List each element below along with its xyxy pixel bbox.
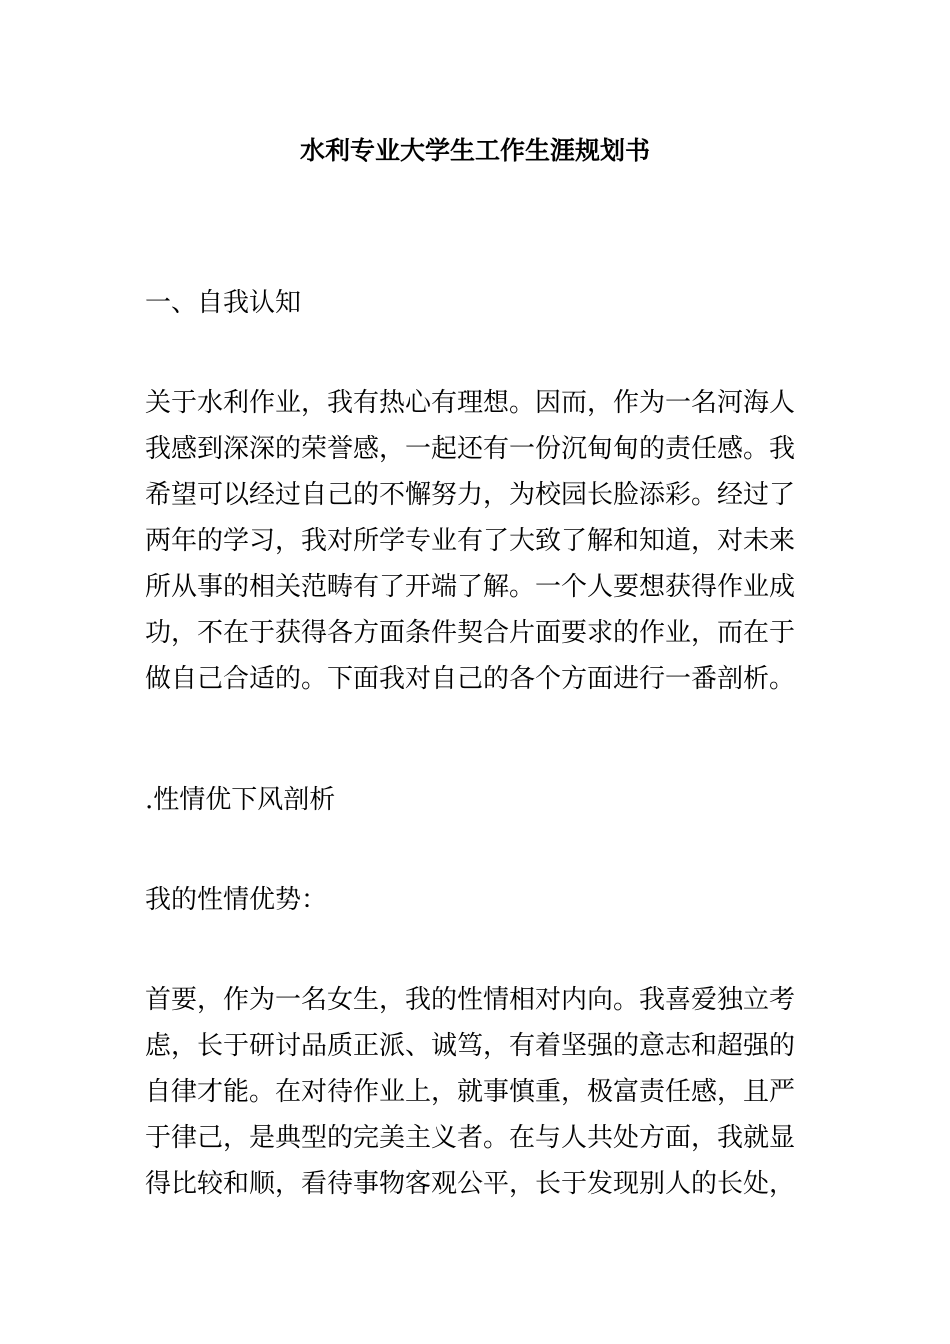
advantage-label bbox=[145, 877, 807, 923]
paragraph-line: 做自己合适的。下面我对自己的各个方面进行一番剖析。 bbox=[145, 664, 796, 694]
paragraph-line: 两年的学习，我对所学专业有了大致了解和知道，对未来 bbox=[145, 526, 796, 556]
paragraph-line: 我感到深深的荣誉感，一起还有一份沉甸甸的责任感。我 bbox=[145, 434, 796, 464]
paragraph-line: 虑，长于研讨品质正派、诚笃，有着坚强的意志和超强的 bbox=[145, 1031, 796, 1061]
self-awareness-paragraph bbox=[145, 380, 807, 702]
paragraph-line: 功，不在于获得各方面条件契合片面要求的作业，而在于 bbox=[145, 618, 796, 648]
section-heading bbox=[145, 280, 807, 326]
advantage-label-text: 我的性情优势： bbox=[145, 885, 328, 915]
document-title: 水利专业大学生工作生涯规划书 bbox=[299, 136, 650, 165]
paragraph-line: 得比较和顺，看待事物客观公平，长于发现别人的长处， bbox=[145, 1169, 796, 1199]
paragraph-line: 于律己，是典型的完美主义者。在与人共处方面，我就显 bbox=[145, 1123, 796, 1153]
paragraph-line: 希望可以经过自己的不懈努力，为校园长脸添彩。经过了 bbox=[145, 480, 796, 510]
personality-paragraph bbox=[145, 977, 807, 1207]
subheading-text: .性情优下风剖析 bbox=[145, 785, 336, 815]
subheading bbox=[145, 777, 807, 823]
section-heading-text: 一、自我认知 bbox=[145, 288, 302, 318]
paragraph-line: 所从事的相关范畴有了开端了解。一个人要想获得作业成 bbox=[145, 572, 796, 602]
paragraph-line: 关于水利作业，我有热心有理想。因而，作为一名河海人 bbox=[145, 388, 796, 418]
paragraph-line: 自律才能。在对待作业上，就事慎重，极富责任感，且严 bbox=[145, 1077, 796, 1107]
paragraph-line: 首要，作为一名女生，我的性情相对内向。我喜爱独立考 bbox=[145, 985, 796, 1015]
